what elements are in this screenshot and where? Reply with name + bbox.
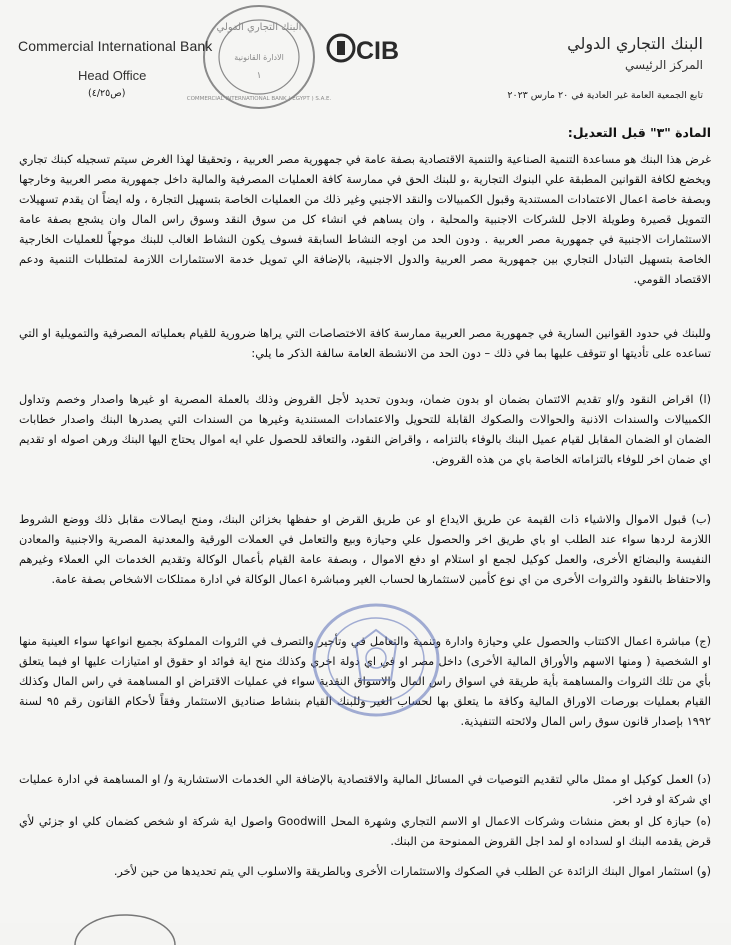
header-left: [18, 38, 258, 99]
paragraph-powers: وللبنك في حدود القوانين السارية في جمهورية مصر العربية ممارسة كافة الاختصاصات التي يراها ضرورية للقيام بعملياته المصرفية والتمويلية او التي تساعده على تأديتها او تتوقف عليها بما في ذلك – دون الحد من الانشطة العامة سالفة الذكر ما يلي:: [19, 327, 711, 360]
paragraph-item-d: (د) العمل كوكيل او ممثل مالي لتقديم التوصيات في المسائل المالية والاقتصادية بالإضافة الي الخدمات الاستشارية و/ او المساهمة في ادارة عمليات اي شركة او فرد اخر.: [19, 773, 711, 806]
logo-text: CIB: [356, 37, 400, 65]
stamp-number: ١: [256, 71, 262, 81]
bank-name-en: Commercial International Bank: [18, 38, 213, 54]
article-title: المادة "٣" قبل التعديل:: [567, 125, 711, 140]
stamp-ring-ar: البنك التجاري الدولي: [216, 22, 302, 33]
paragraph-item-e: (ه) حيازة كل او بعض منشات وشركات الاعمال او الاسم التجاري وشهرة المحل Goodwill واصول اية شركة او شخص كضمان كلي او جزئي لأي قرض يقدمه البنك او لسداده او لمد اجل القروض الممنوحة من البنك.: [19, 815, 711, 848]
bank-name-ar: البنك التجاري الدولي: [567, 34, 703, 53]
head-office-ar: المركز الرئيسي: [625, 58, 703, 72]
paragraph-purpose: غرض هذا البنك هو مساعدة التنمية الصناعية والتنمية الاقتصادية بصفة عامة في جمهورية مصر العربية ، وتحقيقا لهذا الغرض سيتم تسجيله كبنك تجاري ويخضع لكافة القوانين المطبقة علي البنوك التجارية ،و للبنك الحق في ممارسة كافة العمليات المصرفية والمالية داخل جمهورية مصر العربية وخارجها وبصفة خاصة اعمال الاعتمادات المستندية وقبول الكمبيالات والنقد الاجنبي وغير ذلك من العمليات الخاصة بتسهيل التجارة ، وله ايضاً ان يقدم تسهيلات التمويل قصيرة وطويلة الاجل للشركات الاجنبية والمحلية ، وان يساهم في انشاء كل من سوق النقد وسوق راس المال وان يشجع بصفة عامة الاستثمارات الاجنبية في جمهورية مصر العربية . ودون الحد من اوجه النشاط السابقة فسوف يكون النشاط الغالب للبنك موجهاً للعمليات الخارجية الخاصة بتسهيل التبادل التجاري بين جمهورية مصر العربية والدول الاجنبية، بالإضافة الي تمويل خدمة الاستثمارات اللازمة لمتطلبات التنمية ودعم الاقتصاد القومي.: [19, 153, 711, 286]
blue-seal-stamp: [296, 600, 456, 720]
paragraph-item-b: (ب) قبول الاموال والاشياء ذات القيمة عن طريق الايداع او عن طريق القرض او حفظها بخزائن البنك، ومنح ايصالات مقابل ذلك ووضع الشروط اللازمة لردها سواء عند الطلب او باي طريق اخر والحصول علي وحيازة وبيع والتعامل في العملات الورقية والمعدنية المصرية والاجنبية والمعادن النفيسة والبضائع الأخرى، والعمل كوكيل لجمع او استلام او دفع الاموال ، وبصفة عامة القيام بأعمال الوكالة وتقديم الخدمات الي العملاء وغيرهم والاحتفاظ بالنقود والثروات الأخرى من اي نوع كأمين لاستثمارها لحساب الغير ومباشرة اعمال الوكالة في ادارة ممتلكات الاشخاص بصفة عامة.: [19, 513, 711, 586]
page-number: (ص٤/٢٥): [88, 88, 126, 99]
bottom-stamp: [70, 905, 180, 945]
legal-department-stamp: [186, 2, 332, 112]
paragraph-item-f: (و) استثمار اموال البنك الزائدة عن الطلب في الصكوك والاستثمارات الأخرى وبالطريقة والاسلوب الي يتم تحديدها من حين لأخر.: [113, 865, 711, 878]
stamp-ring-en: COMMERCIAL INTERNATIONAL BANK ( EGYPT ) S.A.E.: [186, 96, 332, 102]
paragraph-item-c: (ج) مباشرة اعمال الاكتتاب والحصول علي وحيازة وادارة وتنمية والتعامل في وتأجير والتصرف في الثروات المملوكة بجميع انواعها سواء العينية منها او الشخصية ( ومنها الاسهم والأوراق المالية الأخرى) داخل مصر او في اي دولة اخري وكذلك منح اية فوائد او حقوق او امتيازات عليها او فيما يتعلق بأي من تلك الثروات والمساهمة بأية طريقة في اسواق راس المال والاسواق النقدية سواء في عمليات الاقتراض او المساهمة في راس المال وكذلك القيام بعمليات بورصات الاوراق المالية وكافة ما يتعلق بها لحساب الغير وللبنك القيام بنشاط صناديق الاستثمار وفقاً لأحكام القانون رقم ٩٥ لسنة ١٩٩٢ بإصدار قانون سوق راس المال ولائحته التنفيذية.: [19, 635, 711, 728]
paragraph-item-a: (ا) اقراض النقود و/او تقديم الائتمان بضمان او بدون ضمان، وبدون تحديد لأجل القروض وذلك بالعملة المصرية او غيرها واصدار وخصم وتداول الكمبيالات والسندات الاذنية والحوالات والصكوك القابلة للتحويل والاعتمادات المستندية وغيرها من السندات التي يصدرها البنك واصدار خطابات الضمان او الضمان المقابل لقيام عميل البنك بالوفاء بالتزامه ، واقراض النقود، والتعاقد للحصول علي ايه اموال يحتاج اليها البنك ورهن اصوله او تقديم اي ضمان اخر للوفاء بالتزاماته الخاصة باي من هذه القروض.: [19, 393, 711, 466]
header-right: [567, 34, 703, 72]
head-office-en: Head Office: [78, 68, 147, 83]
stamp-center-ar: الادارة القانونية: [234, 53, 284, 62]
meeting-line: تابع الجمعية العامة غير العادية في ٢٠ مارس ٢٠٢٣: [507, 90, 703, 101]
cib-logo: [326, 33, 398, 65]
